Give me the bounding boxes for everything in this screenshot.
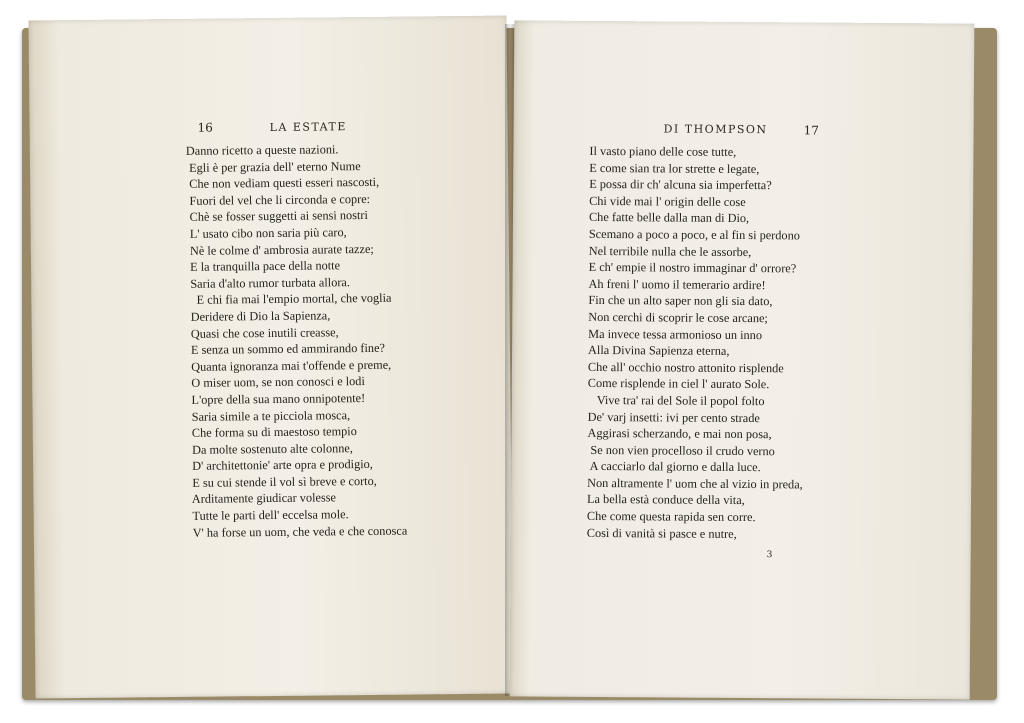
signature-mark: 3 xyxy=(766,550,773,561)
text-line: Tutte le parti dell' eccelsa mole. xyxy=(189,507,349,523)
text-line: V' ha forse un uom, che veda e che conosca xyxy=(189,523,408,540)
text-line: E come sian tra lor strette e legate, xyxy=(589,160,760,176)
text-line: E su cui stende il vol sì breve e corto, xyxy=(189,473,377,490)
text-line: Ma invece tessa armonioso un inno xyxy=(588,326,763,342)
text-line: Così di vanità si pasce e nutre, xyxy=(586,525,737,541)
text-line: L' usato cibo non saria più caro, xyxy=(186,225,347,241)
text-line: E la tranquilla pace della notte xyxy=(186,258,341,275)
text-line: D' architettonie' arte opra e prodigio, xyxy=(189,457,373,474)
text-line: Se non vien procelloso il crudo verno xyxy=(587,442,775,458)
text-line: Chè se fosser suggetti ai sensi nostri xyxy=(186,208,368,225)
text-line: E chi fia mai l'empio mortal, che voglia xyxy=(187,291,392,308)
text-line: Come risplende in ciel l' aurato Sole. xyxy=(587,376,770,392)
page-number-left: 16 xyxy=(197,120,213,135)
text-line: Saria simile a te picciola mosca, xyxy=(188,407,351,424)
text-line: Non altramente l' uom che al vizio in preda, xyxy=(587,475,803,492)
text-line: La bella està conduce della vita, xyxy=(586,492,745,508)
text-line: Che forma su di maestoso tempio xyxy=(188,424,357,440)
page-number-right: 17 xyxy=(803,123,819,138)
text-line: Il vasto piano delle cose tutte, xyxy=(589,143,737,159)
text-line: E possa dir ch' alcuna sia imperfetta? xyxy=(589,177,772,193)
text-line: E ch' empie il nostro immaginar d' orrore? xyxy=(588,260,797,276)
text-line: Arditamente giudicar volesse xyxy=(189,490,337,507)
text-line: Ah freni l' uomo il temerario ardire! xyxy=(588,276,766,292)
running-head-right: DI THOMPSON xyxy=(663,122,768,137)
text-line: Danno ricetto a queste nazioni. xyxy=(185,142,339,158)
left-page xyxy=(28,16,513,699)
text-line: Che come questa rapida sen corre. xyxy=(586,508,756,525)
text-line: De' varj insetti: ivi per cento strade xyxy=(587,409,760,425)
left-page-text xyxy=(186,141,408,542)
text-line: Che fatte belle dalla man di Dio, xyxy=(588,210,750,226)
text-line: Che all' occhio nostro attonito risplende xyxy=(587,359,784,376)
text-line: A cacciarlo dal giorno e dalla luce. xyxy=(587,459,761,475)
text-line: Quanta ignoranza mai t'offende e preme, xyxy=(188,357,392,374)
text-line: Vive tra' rai del Sole il popol folto xyxy=(587,392,765,409)
text-line: Saria d'alto rumor turbata allora. xyxy=(187,274,350,291)
text-line: Non cerchi di scoprir le cose arcane; xyxy=(588,309,768,326)
open-book xyxy=(22,14,997,700)
text-line: E senza un sommo ed ammirando fine? xyxy=(187,340,386,357)
text-line: Egli è per grazia dell' eterno Nume xyxy=(185,158,361,175)
text-line: Scemano a poco a poco, e al fin si perdono xyxy=(588,226,800,243)
running-head-left: LA ESTATE xyxy=(269,120,347,135)
text-line: Alla Divina Sapienza eterna, xyxy=(588,343,730,359)
text-line: Deridere di Dio la Sapienza, xyxy=(187,308,331,324)
text-line: Da molte sostenuto alte colonne, xyxy=(188,440,353,457)
text-line: Che non vediam questi esseri nascosti, xyxy=(186,175,380,192)
text-line: Fin che un alto saper non gli sia dato, xyxy=(588,293,773,309)
text-line: O miser uom, se non conosci e lodi xyxy=(188,374,365,391)
text-line: Quasi che cose inutili creasse, xyxy=(187,324,339,341)
text-line: Chi vide mai l' origin delle cose xyxy=(589,193,746,209)
text-line: Aggirasi scherzando, e mai non posa, xyxy=(587,426,772,442)
right-page xyxy=(510,20,975,699)
right-page-text xyxy=(587,143,805,543)
text-line: Fuori del vel che li circonda e copre: xyxy=(186,191,371,208)
text-line: L'opre della sua mano onnipotente! xyxy=(188,390,366,407)
text-line: Nel terribile nulla che le assorbe, xyxy=(588,243,752,259)
text-line: Nè le colme d' ambrosia aurate tazze; xyxy=(186,241,374,258)
